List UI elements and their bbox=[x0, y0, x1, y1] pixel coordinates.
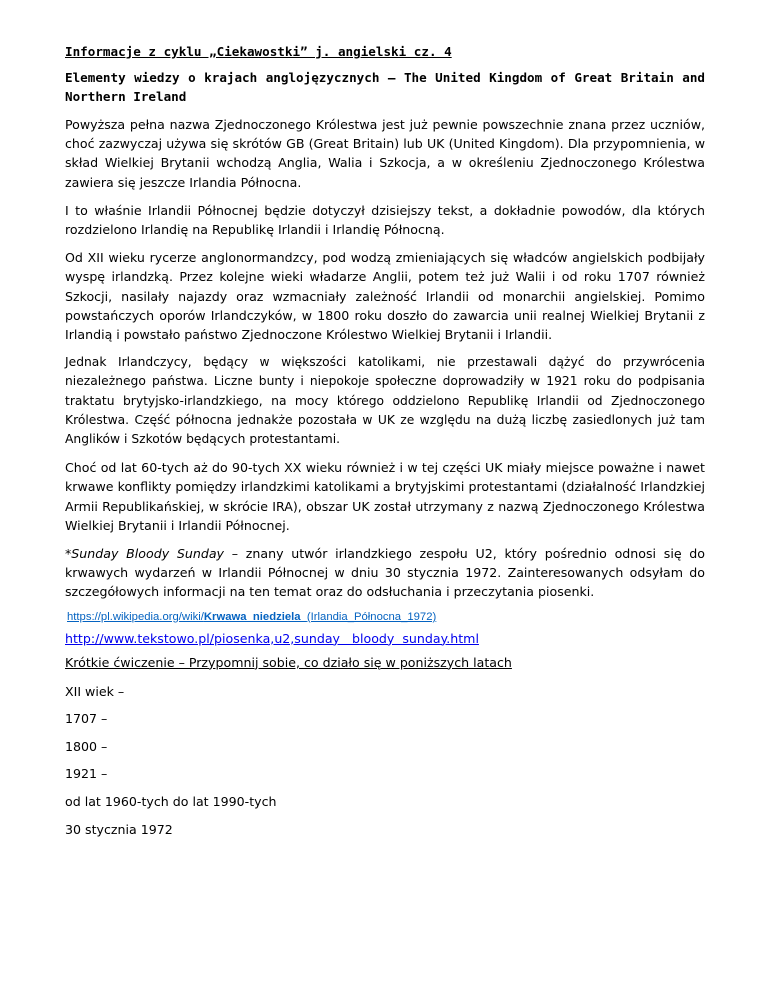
tekstowo-link[interactable]: http://www.tekstowo.pl/piosenka,u2,sunday bloody sunday.html bbox=[65, 630, 479, 646]
exercise-item-1800: 1800 – bbox=[65, 738, 108, 754]
exercise-item-1960s-1990s: od lat 1960-tych do lat 1990-tych bbox=[65, 794, 277, 810]
document-page bbox=[65, 44, 705, 849]
paragraph-northern-ireland: I to właśnie Irlandii Północnej będzie dotyczył dzisiejszy tekst, a dokładnie powodów, dla których rozdzielono Irlandię na Republikę Irlandii i Irlandię Północną. bbox=[65, 202, 705, 238]
exercise-item-1972: 30 stycznia 1972 bbox=[65, 821, 173, 837]
exercise-title: Krótkie ćwiczenie – Przypomnij sobie, co działo się w poniższych latach bbox=[65, 654, 512, 670]
document-title: Informacje z cyklu „Ciekawostki” j. angielski cz. 4 bbox=[65, 44, 452, 59]
paragraph-history: Od XII wieku rycerze anglonormandzcy, pod wodzą zmieniających się władców angielskich podbijały wyspę irlandzką. Przez kolejne wieki władarze Anglii, potem też już Walii i od roku 1707 również Szkocji, nasilały najazdy oraz wzmacniały zależność Irlandii od monarchii angielskiej. Pomimo powstańczych oporów Irlandczyków, w 1800 roku doszło do zawarcia unii realnej Wielkiej Brytanii z Irlandią i powstało państwo Zjednoczone Królestwo Wielkiej Brytanii i Irlandii. bbox=[65, 250, 705, 343]
u2-description: – znany utwór irlandzkiego zespołu U2, który pośrednio odnosi się do krwawych wydarzeń w Irlandii Północnej w dniu 30 stycznia 1972. Zainteresowanych odsyłam do szczegółowych informacji na ten temat oraz do odsłuchania i przeczytania piosenki. bbox=[65, 546, 706, 600]
paragraph-independence: Jednak Irlandczycy, będący w większości katolikami, nie przestawali dążyć do przywrócenia niezależnego państwa. Liczne bunty i niepokoje społeczne doprowadziły w 1921 roku do podpisania traktatu brytyjsko-irlandzkiego, na mocy którego oddzielono Republikę Irlandii od Zjednoczonego Królestwa. Część północna jednakże pozostała w UK ze względu na dużą liczbę zasiedlonych już tam Anglików i Szkotów będących protestantami. bbox=[65, 355, 705, 447]
paragraph-u2 bbox=[65, 544, 705, 602]
exercise-item-1707: 1707 – bbox=[65, 711, 108, 727]
exercise-item-12th-century: XII wiek – bbox=[65, 683, 125, 699]
paragraph-conflict: Choć od lat 60-tych aż do 90-tych XX wieku również i w tej części UK miały miejsce poważne i nawet krwawe konflikty pomiędzy irlandzkimi katolikami a brytyjskimi protestantami (działalność Irlandzkiej Armii Republikańskiej, w skrócie IRA), obszar UK został utrzymany z nazwą Zjednoczonego Królestwa Wielkiej Brytanii i Irlandii Północnej. bbox=[65, 460, 705, 533]
wikipedia-link-suffix: (Irlandia_Północna_1972) bbox=[306, 610, 437, 623]
u2-song-title: *Sunday Bloody Sunday bbox=[65, 546, 225, 562]
wikipedia-link[interactable] bbox=[67, 611, 705, 623]
wikipedia-link-bold: Krwawa_niedziela_ bbox=[203, 610, 307, 623]
paragraph-intro: Powyższa pełna nazwa Zjednoczonego Królestwa jest już pewnie powszechnie znana przez uczniów, choć zazwyczaj używa się skrótów GB (Great Britain) lub UK (United Kingdom). Dla przypomnienia, w skład Wielkiej Brytanii wchodzą Anglia, Walia i Szkocja, a w określeniu Zjednoczonego Królestwa zawiera się jeszcze Irlandia Północna. bbox=[65, 117, 705, 190]
wikipedia-link-prefix: https://pl.wikipedia.org/wiki/ bbox=[67, 610, 204, 623]
exercise-item-1921: 1921 – bbox=[65, 766, 108, 782]
document-subtitle: Elementy wiedzy o krajach anglojęzycznych – The United Kingdom of Great Britain and Northern Ireland bbox=[65, 70, 705, 104]
